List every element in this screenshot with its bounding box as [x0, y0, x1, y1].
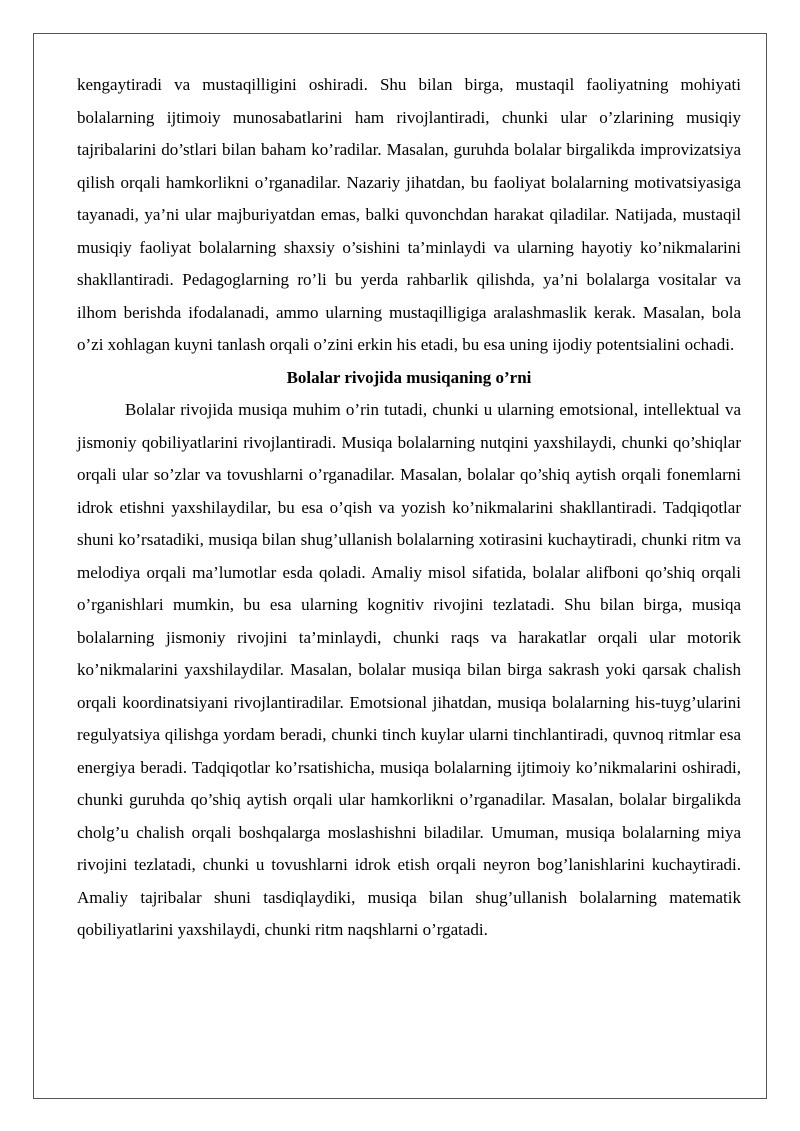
body-paragraph: Bolalar rivojida musiqa muhim o’rin tutadi, chunki u ularning emotsional, intellektual va jismoniy qobiliyatlarini rivojlantiradi. Musiqa bolalarning nutqini yaxshilaydi, chunki qo’shiqlar orqali ular so’zlar va tovushlarni o’rganadilar. Masalan, bolalar qo’shiq aytish orqali fonemlarni idrok etishni yaxshilaydilar, bu esa o’qish va yozish ko’nikmalarini shakllantiradi. Tadqiqotlar shuni ko’rsatadiki, musiqa bilan shug’ullanish bolalarning xotirasini kuchaytiradi, chunki ritm va melodiya orqali ma’lumotlar esda qoladi. Amaliy misol sifatida, bolalar alifboni qo’shiq orqali o’rganishlari mumkin, bu esa ularning kognitiv rivojini tezlatadi. Shu bilan birga, musiqa bolalarning jismoniy rivojini ta’minlaydi, chunki raqs va harakatlar orqali ular motorik ko’nikmalarini yaxshilaydilar. Masalan, bolalar musiqa bilan birga sakrash yoki qarsak chalish orqali koordinatsiyani rivojlantiradilar. Emotsional jihatdan, musiqa bolalarning his-tuyg’ularini regulyatsiya qilishga yordam beradi, chunki tinch kuylar ularni tinchlantiradi, quvnoq ritmlar esa energiya beradi. Tadqiqotlar ko’rsatishicha, musiqa bolalarning ijtimoiy ko’nikmalarini oshiradi, chunki guruhda qo’shiq aytish orqali ular hamkorlikni o’rganadilar. Masalan, bolalar birgalikda cholg’u chalish orqali boshqalarga moslashishni biladilar. Umuman, musiqa bolalarning miya rivojini tezlatadi, chunki u tovushlarni idrok etish orqali neyron bog’lanishlarini kuchaytiradi. Amaliy tajribalar shuni tasdiqlaydiki, musiqa bilan shug’ullanish bolalarning matematik qobiliyatlarini yaxshilaydi, chunki ritm naqshlarni o’rgatadi.: [77, 400, 741, 939]
body-paragraph-continued: kengaytiradi va mustaqilligini oshiradi. Shu bilan birga, mustaqil faoliyatning mohiyati bolalarning ijtimoiy munosabatlarini ham rivojlantiradi, chunki ular o’zlarining musiqiy tajribalarini do’stlari bilan baham ko’radilar. Masalan, guruhda bolalar birgalikda improvizatsiya qilish orqali hamkorlikni o’rganadilar. Nazariy jihatdan, bu faoliyat bolalarning motivatsiyasiga tayanadi, ya’ni ular majburiyatdan emas, balki quvonchdan harakat qiladilar. Natijada, mustaqil musiqiy faoliyat bolalarning shaxsiy o’sishini ta’minlaydi va ularning hayotiy ko’nikmalarini shakllantiradi. Pedagoglarning ro’li bu yerda rahbarlik qilishda, ya’ni bolalarga vositalar va ilhom berishda ifodalanadi, ammo ularning mustaqilligiga aralashmaslik kerak. Masalan, bola o’zi xohlagan kuyni tanlash orqali o’zini erkin his etadi, bu esa uning ijodiy potentsialini ochadi.: [77, 75, 741, 354]
document-body: [77, 69, 741, 947]
section-heading: Bolalar rivojida musiqaning o’rni: [286, 367, 532, 387]
